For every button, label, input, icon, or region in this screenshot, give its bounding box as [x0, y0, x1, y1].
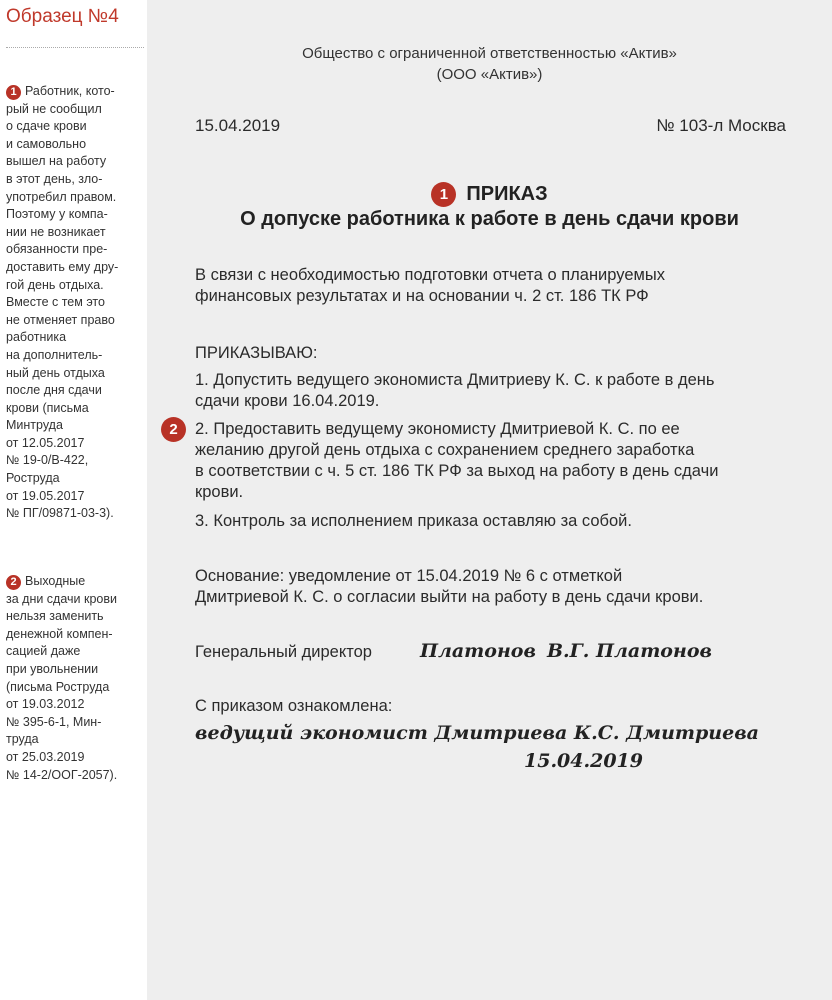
preamble: В связи с необходимостью подготовки отчета о планируемых финансовых результатах и на основании ч. 2 ст. 186 ТК РФ: [195, 266, 665, 305]
acknowledgement-signature: ведущий экономист Дмитриева К.С. Дмитриева: [195, 722, 759, 744]
document-date: 15.04.2019: [195, 116, 281, 135]
document-number: № 103-л Москва: [656, 116, 786, 135]
director-name: В.Г. Платонов: [547, 640, 712, 662]
organization-short-name: (ООО «Актив»): [436, 66, 543, 83]
order-item-3: 3. Контроль за исполнением приказа оставляю за собой.: [195, 512, 632, 530]
divider: [6, 47, 144, 48]
sidebar: [0, 0, 147, 1000]
director-label: Генеральный директор: [195, 643, 372, 661]
sample-title: Образец №4: [6, 6, 119, 27]
acknowledgement-label: С приказом ознакомлена:: [195, 697, 393, 715]
order-item-1: 1. Допустить ведущего экономиста Дмитриеву К. С. к работе в день сдачи крови 16.04.2019.: [195, 371, 715, 410]
director-signature: Платонов: [420, 640, 536, 662]
document-subtitle: О допуске работника к работе в день сдачи крови: [240, 208, 739, 230]
sidebar-note-2: 2 Выходные за дни сдачи крови нельзя заменить денежной компен- сацией даже при увольнении (письма Роструда от 19.03.2012 № 395-6-1, Мин- труда от 25.03.2019 № 14-2/ООГ-2057).: [6, 574, 118, 782]
order-word: ПРИКАЗЫВАЮ:: [195, 344, 318, 362]
basis: Основание: уведомление от 15.04.2019 № 6 с отметкой Дмитриевой К. С. о согласии выйти на работу в день сдачи крови.: [195, 567, 704, 606]
annotation-badge-1: 1: [431, 182, 456, 207]
note-number-badge: 1: [6, 85, 21, 100]
annotation-badge-2: 2: [161, 417, 186, 442]
order-document: [147, 0, 832, 1000]
document-title: 1 ПРИКАЗ: [147, 182, 832, 207]
acknowledgement-date: 15.04.2019: [524, 750, 643, 772]
organization-name: Общество с ограниченной ответственностью «Актив»: [302, 45, 677, 62]
note-number-badge: 2: [6, 575, 21, 590]
order-item-2: 2. Предоставить ведущему экономисту Дмитриевой К. С. по ее желанию другой день отдыха с сохранением среднего заработка в соответствии с ч. 5 ст. 186 ТК РФ за выход на работу в день сдачи крови.: [195, 420, 719, 501]
sidebar-note-1: 1 Работник, кото- рый не сообщил о сдаче крови и самовольно вышел на работу в этот день, зло- употребил правом. Поэтому у компа- нии не возникает обязанности пре- доставить ему дру- гой день отдыха. Вместе с тем это не отменяет право работника на дополнитель- ный день отдыха после дня сдачи крови (письма Минтруда от 12.05.2017 № 19-0/В-422, Роструда от 19.05.2017 № ПГ/09871-03-3).: [6, 84, 119, 521]
